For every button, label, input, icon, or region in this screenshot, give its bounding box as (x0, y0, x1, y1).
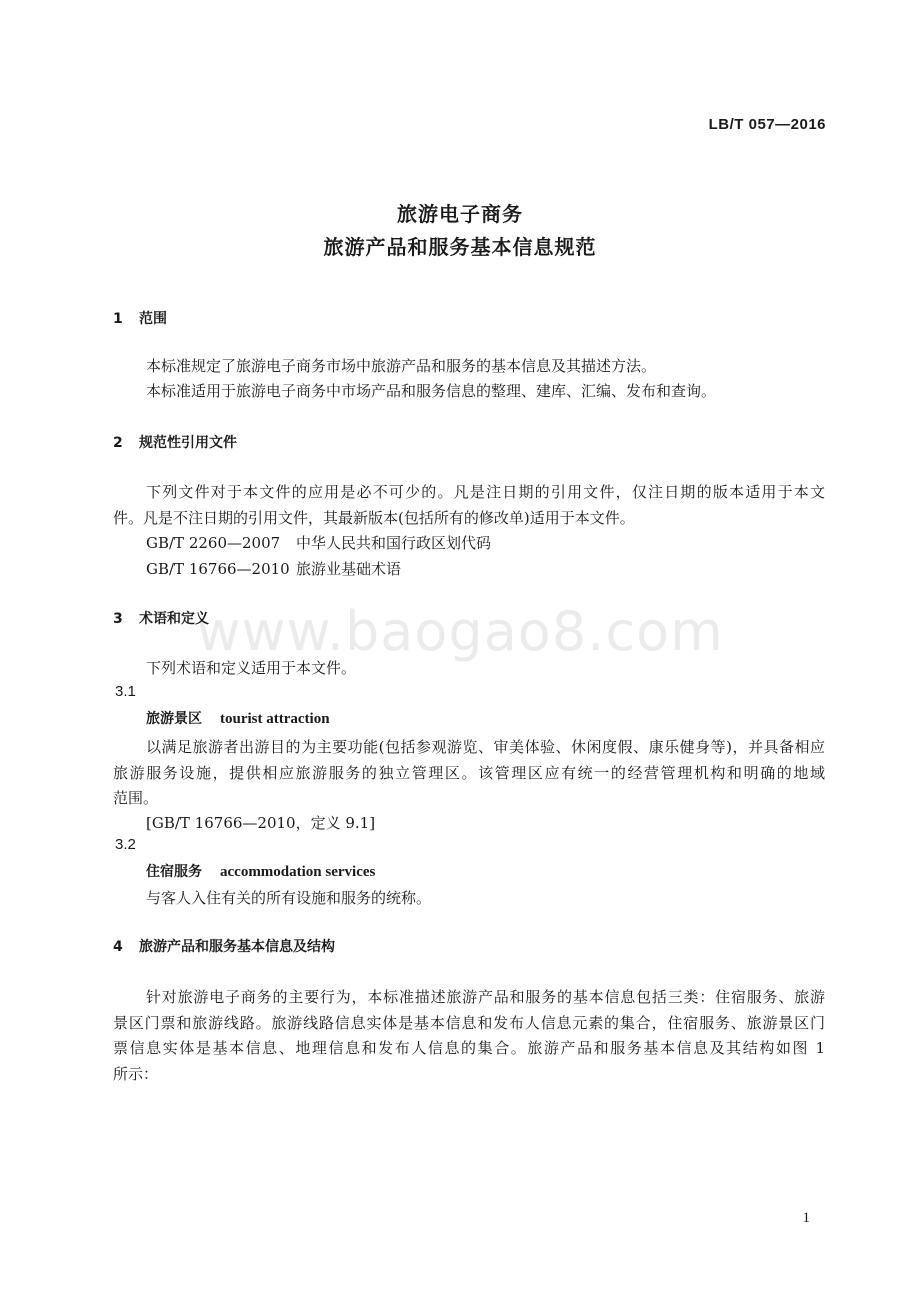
term-source: [GB/T 16766—2010，定义 9.1] (146, 814, 376, 832)
section-title: 范围 (139, 311, 167, 327)
reference-name: 旅游业基础术语 (296, 560, 402, 578)
watermark-text: www.baogao8.com (196, 600, 724, 663)
standard-code: LB/T 057—2016 (708, 116, 826, 133)
section-title: 旅游产品和服务基本信息及结构 (139, 939, 335, 955)
page-number: 1 (802, 1210, 810, 1226)
section-4-paragraph-line2 (113, 1010, 825, 1036)
term-definition-line1 (146, 734, 825, 760)
section-2-heading (113, 432, 237, 452)
term-definition-line2 (113, 760, 825, 786)
term-chinese: 旅游景区 (146, 711, 202, 727)
term-definition: 与客人入住有关的所有设施和服务的统称。 (146, 889, 432, 907)
paragraph-text: 景区门票和旅游线路。旅游线路信息实体是基本信息和发布人信息元素的集合，住宿服务、旅游景区门 (113, 1014, 825, 1032)
definition-text: 以满足旅游者出游目的为主要功能(包括参观游览、审美体验、休闲度假、康乐健身等)，并具备相应 (146, 738, 825, 756)
document-title-line1: 旅游电子商务 (397, 202, 523, 226)
definition-text: 旅游服务设施，提供相应旅游服务的独立管理区。该管理区应有统一的经营管理机构和明确的地域 (113, 764, 825, 782)
paragraph-text: 票信息实体是基本信息、地理信息和发布人信息的集合。旅游产品和服务基本信息及其结构如图 1 (113, 1039, 825, 1057)
section-title: 规范性引用文件 (139, 435, 237, 451)
term-chinese: 住宿服务 (146, 864, 202, 880)
section-2-paragraph-line2: 件。凡是不注日期的引用文件，其最新版本(包括所有的修改单)适用于本文件。 (113, 509, 635, 527)
section-4-paragraph-line1 (146, 984, 825, 1010)
term-number: 3.1 (115, 683, 136, 700)
section-4-paragraph-line3 (113, 1035, 825, 1061)
section-4-paragraph-line4: 所示： (113, 1065, 159, 1083)
term-number: 3.2 (115, 836, 136, 853)
term-english: accommodation services (220, 864, 376, 880)
section-number: 3 (113, 611, 123, 627)
section-4-heading (113, 936, 335, 956)
paragraph-text: 针对旅游电子商务的主要行为，本标准描述旅游产品和服务的基本信息包括三类：住宿服务、旅游 (146, 988, 825, 1006)
section-number: 1 (113, 311, 123, 327)
reference-code: GB/T 2260—2007 (146, 534, 281, 552)
section-title: 术语和定义 (139, 611, 209, 627)
reference-name: 中华人民共和国行政区划代码 (296, 534, 492, 552)
paragraph-text: 下列文件对于本文件的应用是必不可少的。凡是注日期的引用文件，仅注日期的版本适用于本文 (146, 483, 825, 501)
reference-item (146, 530, 491, 556)
section-number: 4 (113, 939, 123, 955)
reference-code: GB/T 16766—2010 (146, 560, 290, 578)
section-2-paragraph-line1 (146, 479, 825, 505)
document-title-line2: 旅游产品和服务基本信息规范 (323, 235, 597, 259)
section-1-heading (113, 308, 167, 328)
section-1-paragraph-1: 本标准规定了旅游电子商务市场中旅游产品和服务的基本信息及其描述方法。 (146, 357, 657, 375)
section-3-heading (113, 608, 209, 628)
term-definition-line3: 范围。 (113, 789, 159, 807)
term-entry (146, 708, 330, 728)
term-entry (146, 861, 375, 881)
section-1-paragraph-2: 本标准适用于旅游电子商务中市场产品和服务信息的整理、建库、汇编、发布和查询。 (146, 382, 717, 400)
section-3-intro: 下列术语和定义适用于本文件。 (146, 659, 357, 677)
reference-item (146, 556, 401, 582)
term-english: tourist attraction (220, 711, 330, 727)
section-number: 2 (113, 435, 123, 451)
